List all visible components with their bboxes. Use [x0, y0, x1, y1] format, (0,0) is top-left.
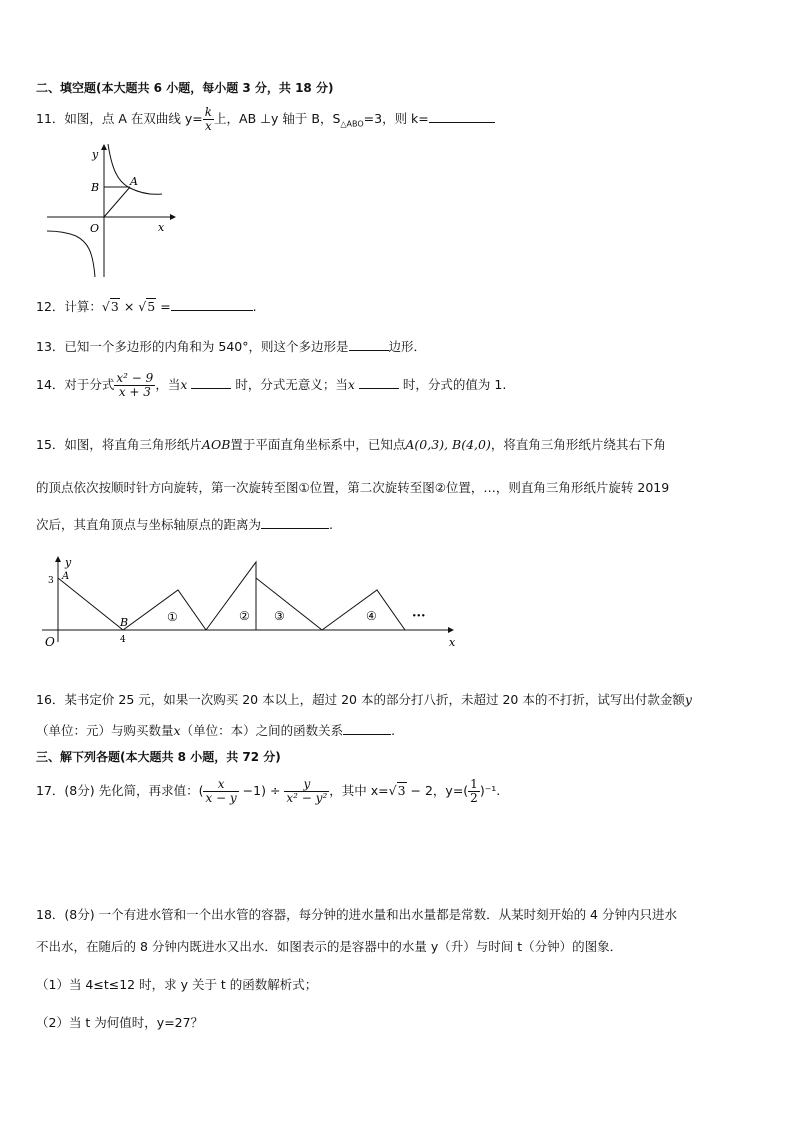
q11-hyperbola-figure — [40, 140, 180, 280]
section-heading-solve: 三、解下列各题(本大题共 8 小题，共 72 分) — [36, 750, 281, 764]
q12-sqrt-3: √3 — [101, 299, 119, 314]
q14-text-p2: 时，分式无意义；当 — [235, 377, 348, 393]
q12-answer-blank — [171, 298, 253, 311]
q14-text-p1: ，当 — [155, 377, 181, 393]
q11-text-mid: 上，AB ⊥y 轴于 B，S — [214, 111, 341, 127]
question-15-line-3 — [36, 515, 333, 533]
q11-label-a: A — [130, 175, 138, 188]
q15-label-o: O — [45, 635, 55, 648]
q15-marker-3: ③ — [274, 609, 285, 623]
q15-triangle-4 — [322, 590, 405, 630]
question-15-line-1 — [36, 435, 666, 453]
q15-label-a: A — [62, 571, 70, 582]
q15-marker-1: ① — [167, 610, 178, 624]
question-18-part-2: （2）当 t 为何值时，y=27？ — [36, 1015, 204, 1030]
question-15-line-2: 的顶点依次按顺时针方向旋转，第一次旋转至图①位置，第二次旋转至图②位置，…，则直角三角形纸片旋转 2019 — [36, 480, 670, 495]
q11-text-post: =3，则 k= — [363, 111, 429, 127]
q15-label-y: y — [65, 556, 72, 569]
q14-answer-blank-2 — [359, 376, 399, 389]
q15-answer-blank — [261, 516, 329, 529]
q17-text-p2: − 2，y=( — [406, 783, 469, 799]
q15-triangle-original — [58, 578, 123, 630]
q14-var-x2: x — [347, 377, 355, 393]
q14-fraction — [114, 372, 155, 399]
q11-label-b: B — [91, 181, 100, 194]
q15-text-1b: 置于平面直角坐标系中，已知点 — [230, 437, 406, 452]
q17-fraction-half — [468, 778, 480, 805]
q11-fraction — [203, 106, 214, 133]
q11-label-y: y — [92, 148, 99, 161]
q12-equals: = — [160, 299, 171, 314]
q17-f1-den: x − y — [205, 791, 237, 806]
question-16-line-2 — [36, 721, 395, 739]
q13-text-post: 边形． — [388, 339, 427, 354]
q16-text-2b: （单位：本）之间的函数关系 — [180, 723, 344, 738]
q15-label-b: B — [120, 616, 129, 629]
q14-frac-den: x + 3 — [118, 385, 151, 400]
q11-y-axis-arrow — [101, 144, 107, 150]
q15-text-1a: 15．如图，将直角三角形纸片 — [36, 437, 202, 452]
q17-fraction-1 — [203, 778, 238, 805]
q16-answer-blank — [343, 722, 391, 735]
q15-text-1c: ，将直角三角形纸片绕其右下角 — [490, 437, 666, 452]
q17-text-p1: ，其中 x= — [329, 783, 389, 799]
q17-fraction-2 — [284, 778, 329, 805]
q15-triangle-3 — [256, 578, 322, 630]
q13-text-pre: 13．已知一个多边形的内角和为 540°，则这个多边形是 — [36, 339, 349, 354]
q12-radicand-3: 3 — [110, 299, 119, 314]
q15-text-3: 次后，其直角顶点与坐标轴原点的距离为 — [36, 517, 262, 532]
q11-subscript: △ABO — [340, 119, 364, 129]
section-heading-fill-in: 二、填空题(本大题共 6 小题，每小题 3 分，共 18 分) — [36, 81, 334, 95]
question-18-line-2: 不出水，在随后的 8 分钟内既进水又出水．如图表示的是容器中的水量 y（升）与时间 t（分钟）的图象． — [36, 939, 623, 954]
q11-label-x: x — [158, 221, 165, 234]
q14-text-p3: 时，分式的值为 1. — [402, 377, 507, 393]
question-12 — [36, 297, 257, 315]
q17-f1-num: x — [203, 778, 238, 792]
q13-answer-blank — [349, 338, 389, 351]
q11-frac-num: k — [204, 105, 213, 119]
q17-f2-den: x² − y² — [286, 791, 328, 806]
question-11 — [36, 106, 495, 133]
question-18-part-1: （1）当 4≤t≤12 时，求 y 关于 t 的函数解析式； — [36, 977, 318, 992]
q17-half-num: 1 — [470, 777, 478, 791]
q12-period: . — [252, 299, 257, 314]
q11-answer-blank — [429, 110, 495, 123]
q15-marker-4: ④ — [366, 609, 377, 623]
q15-x-axis-arrow — [448, 627, 454, 633]
q12-times: × — [123, 299, 135, 314]
q17-half-den: 2 — [470, 791, 478, 806]
q14-answer-blank-1 — [191, 376, 231, 389]
q15-rotation-figure — [40, 556, 460, 648]
q15-points: A(0,3), B(4,0) — [405, 437, 491, 452]
q11-text-pre: 11．如图，点 A 在双曲线 y= — [36, 111, 203, 127]
q15-triangle-aob: AOB — [201, 437, 231, 452]
question-16-line-1 — [36, 690, 692, 708]
question-18-line-1: 18．(8分) 一个有进水管和一个出水管的容器，每分钟的进水量和出水量都是常数．从某时刻开始的 4 分钟内只进水 — [36, 907, 677, 922]
q17-text-p3: )⁻¹. — [479, 783, 501, 799]
question-17 — [36, 778, 500, 805]
q15-triangle-1 — [123, 590, 206, 630]
q11-hyperbola-branch-2 — [47, 231, 95, 277]
q15-tick-3: 3 — [48, 576, 54, 586]
q16-text-1: 16．某书定价 25 元，如果一次购买 20 本以上，超过 20 本的部分打八折，未超过 20 本的不打折，试写出付款金额 — [36, 692, 685, 707]
q17-sqrt-3: √3 — [388, 783, 406, 799]
q16-period: . — [391, 723, 396, 738]
q15-period: . — [329, 517, 333, 532]
q15-label-x: x — [449, 636, 456, 648]
q17-text-pre: 17．(8分) 先化简，再求值：( — [36, 783, 204, 799]
q16-text-2a: （单位：元）与购买数量 — [36, 723, 174, 738]
q14-text-pre: 14．对于分式 — [36, 377, 115, 393]
question-13 — [36, 337, 426, 355]
q12-sqrt-5: √5 — [138, 299, 156, 314]
q11-x-axis-arrow — [170, 214, 176, 220]
q12-text-pre: 12．计算： — [36, 299, 102, 314]
q15-y-axis-arrow — [55, 556, 61, 562]
question-14 — [36, 372, 506, 399]
q11-segment-oa — [104, 187, 130, 217]
q15-marker-2: ② — [239, 609, 250, 623]
q14-frac-num: x² − 9 — [116, 371, 154, 385]
q14-var-x1: x — [180, 377, 188, 393]
q16-var-y: y — [684, 692, 692, 707]
q17-radicand: 3 — [397, 783, 406, 799]
q16-var-x: x — [173, 723, 181, 738]
q11-frac-den: x — [205, 119, 212, 134]
q15-ellipsis: ··· — [412, 609, 426, 624]
q17-text-m1: −1) ÷ — [238, 783, 285, 799]
q15-tick-4: 4 — [120, 635, 126, 645]
q17-f2-num: y — [284, 778, 329, 792]
q12-radicand-5: 5 — [147, 299, 156, 314]
q11-label-o: O — [90, 222, 100, 235]
